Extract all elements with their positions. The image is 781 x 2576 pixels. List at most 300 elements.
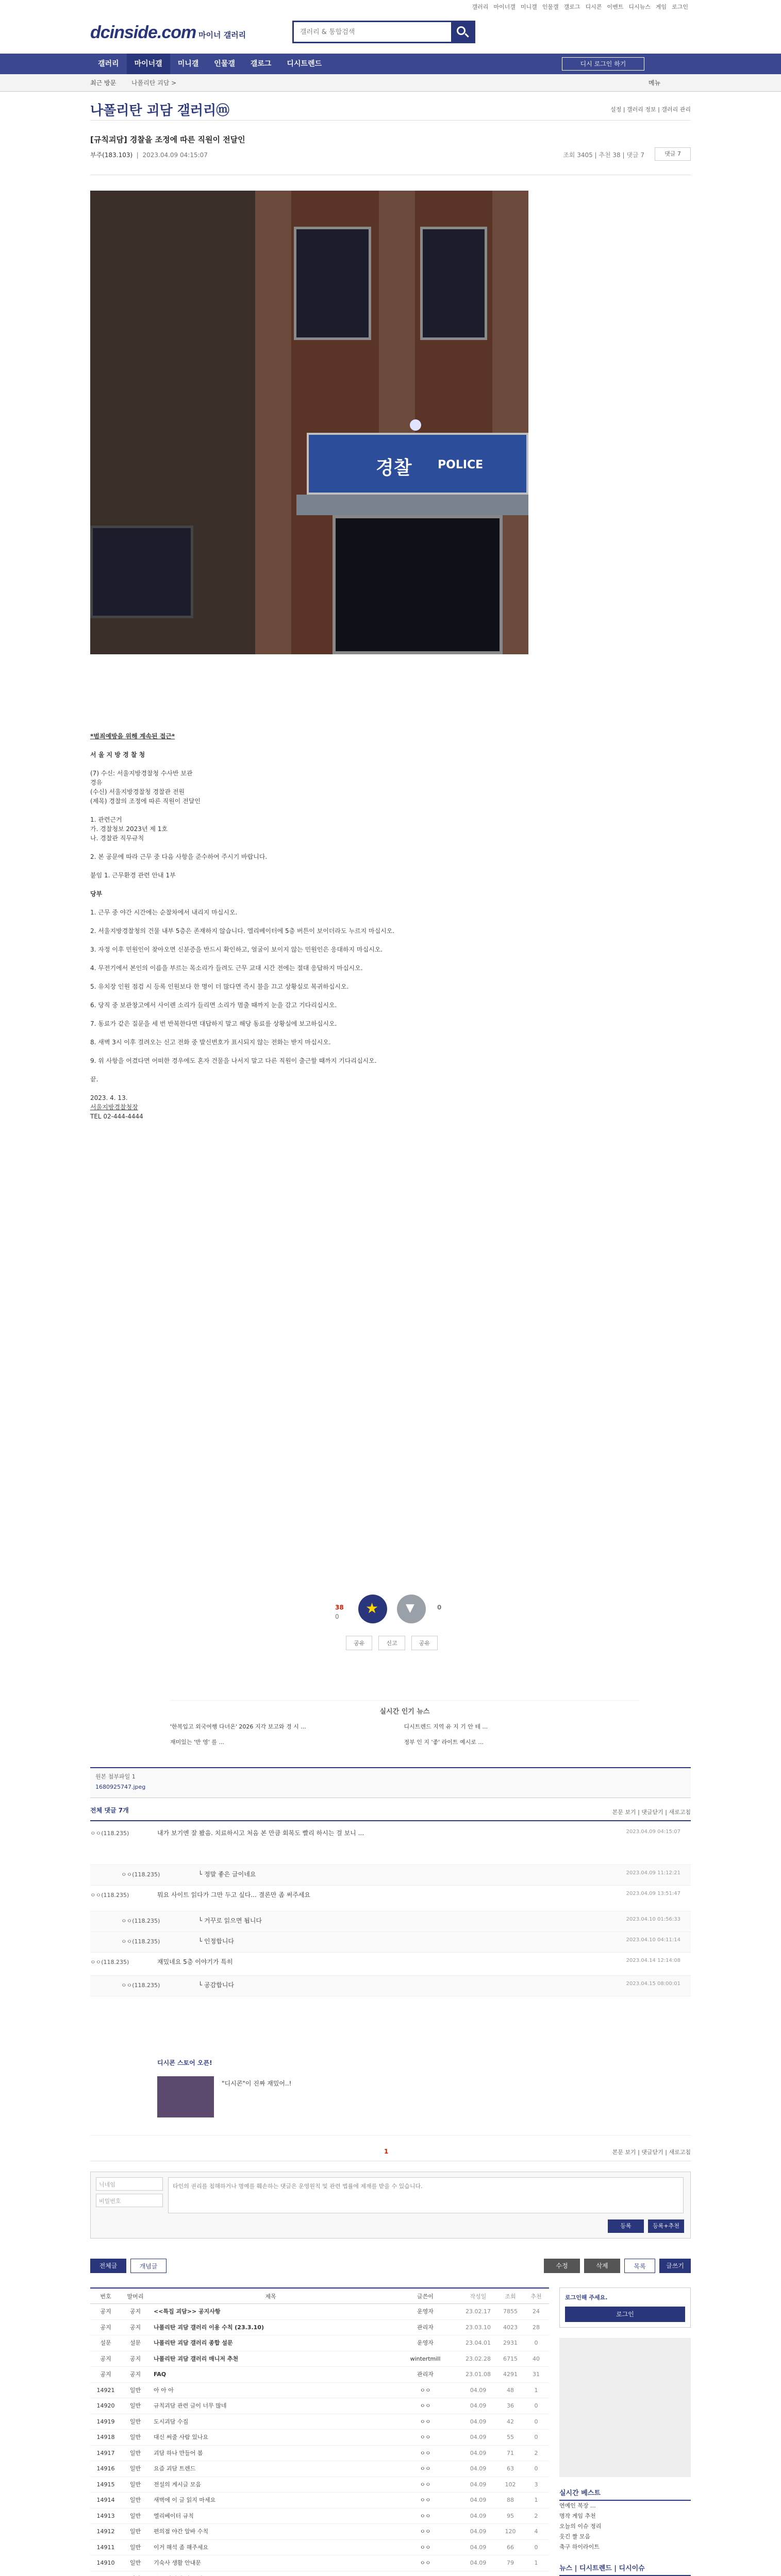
body-line: 4. 무전기에서 본인의 이름을 부르는 목소리가 들려도 근무 교대 시간 전에는 절대 응답하지 마십시오. [90,964,363,972]
row-number: 설문 [100,2340,111,2346]
comment-nick[interactable]: ㅇㅇ(118.235) [90,1959,129,1965]
nav-login-button[interactable]: 디시 로그인 하기 [562,57,644,71]
row-number: 공지 [100,2324,111,2331]
row-category: 일반 [129,2465,141,2472]
post-date: 2023.04.09 04:15:07 [142,151,208,159]
row-number: 14910 [96,2560,115,2566]
comment-item [90,1953,691,1976]
row-category: 설문 [129,2340,141,2346]
row-date: 04.09 [470,2481,487,2488]
delete-button[interactable]: 삭제 [584,2259,620,2273]
row-author[interactable]: ㅇㅇ [420,2434,431,2441]
comment-reply [90,1865,691,1886]
row-category: 일반 [129,2434,141,2441]
row-recommend: 1 [534,2560,538,2566]
police-door [333,515,503,654]
row-date: 23.01.08 [466,2371,491,2378]
util-gallog[interactable]: 갤로그 [563,4,580,10]
row-title[interactable]: 대신 써줄 사람 있나요 [154,2434,209,2441]
body-line: 당부 [90,890,103,897]
share-button[interactable]: 공유 [346,1636,372,1650]
row-date: 23.03.10 [466,2324,491,2331]
body-line: 1. 근무 중 야간 시간에는 순찰차에서 내리지 마십시오. [90,909,238,916]
row-views: 4291 [503,2371,518,2378]
util-game[interactable]: 게임 [655,4,667,10]
realtime-item[interactable]: 정부 인 지 '좋' 라이트 예시로 ... [404,1739,484,1745]
comment-nick[interactable]: ㅇㅇ(118.235) [90,1830,129,1837]
board-row[interactable] [90,2414,549,2430]
board-row[interactable] [90,2430,549,2446]
row-date: 04.09 [470,2560,487,2566]
comment-page-current[interactable]: 1 [384,2148,389,2155]
row-category: 일반 [129,2497,141,2503]
row-views: 66 [507,2544,514,2551]
comment-time: 2023.04.10 01:56:33 [626,1917,680,1922]
row-recommend: 2 [534,2512,538,2519]
board-row[interactable] [90,2555,549,2571]
ad-title[interactable]: 디시콘 스토어 오픈! [157,2059,212,2066]
row-recommend: 0 [534,2402,538,2409]
best-item[interactable]: 연예인 복장 ... [559,2502,596,2509]
row-recommend: 0 [534,2418,538,2425]
comment-total: 전체 댓글 7개 [90,1807,129,1814]
row-title[interactable]: 엘리베이터 규칙 [154,2512,194,2519]
non-recommend-count: 0 [437,1604,442,1611]
attachment-box [90,1767,691,1798]
row-date: 04.09 [470,2512,487,2519]
row-date: 04.09 [470,2528,487,2535]
row-author[interactable]: ㅇㅇ [420,2512,431,2519]
nav-trend[interactable]: 디시트렌드 [287,60,322,68]
row-recommend [523,2571,549,2576]
board-row[interactable] [90,2367,549,2383]
recommend-count: 38 [335,1604,344,1611]
body-line: *범죄예방을 위해 계속된 접근* [90,733,175,740]
comment-text: └ 인정합니다 [198,1938,234,1945]
concept-posts-button[interactable]: 개념글 [130,2259,167,2273]
edit-button[interactable]: 수정 [544,2259,580,2273]
search-icon-handle [464,33,469,37]
row-category: 일반 [129,2528,141,2535]
board-row[interactable] [90,2509,549,2524]
post-author[interactable]: 부주(183.103) [90,151,133,159]
ad-text[interactable]: "디시콘"이 진짜 재밌어..! [222,2080,292,2087]
row-views: 6715 [503,2355,518,2362]
body-line: 서울지방경찰청장 [90,1104,138,1111]
row-author[interactable]: wintertmill [410,2355,441,2362]
row-views: 42 [507,2418,514,2425]
row-recommend: 1 [534,2386,538,2394]
board-row[interactable] [90,2524,549,2540]
row-title[interactable]: 이거 해석 좀 해주세요 [154,2544,209,2551]
board-header [90,2287,549,2304]
row-category: 일반 [129,2449,141,2456]
row-views: 36 [507,2402,514,2409]
recommend-down-button[interactable] [397,1595,426,1623]
comment-time: 2023.04.15 08:00:01 [626,1981,680,1987]
body-line: 7. 동료가 같은 질문을 세 번 반복한다면 대답하지 말고 해당 동료를 상황실에 보고하십시오. [90,1020,337,1027]
row-views: 2931 [503,2340,518,2346]
share2-button[interactable]: 공유 [411,1636,438,1650]
col-author: 글쓴이 [417,2293,434,2300]
col-date: 작성일 [470,2293,487,2300]
body-line: 8. 새벽 3시 이후 걸려오는 신고 전화 중 발신번호가 표시되지 않는 전화는 받지 마십시오. [90,1039,331,1046]
row-title[interactable]: 나폴리탄 괴담 갤러리 이용 수칙 (23.3.10) [154,2324,264,2331]
row-date: 23.02.17 [466,2308,491,2315]
nav-gallog[interactable]: 갤로그 [250,60,272,68]
comment-pager [90,2146,691,2161]
row-category: 일반 [129,2544,141,2551]
comment-item [90,1886,691,1911]
sign-text-english: POLICE [438,459,484,471]
board-row[interactable] [90,2351,549,2367]
row-title[interactable] [149,2571,392,2576]
list-buttons [90,2257,691,2277]
row-author[interactable]: ㅇㅇ [420,2481,431,2488]
row-title[interactable]: 편의점 야간 알바 수칙 [154,2528,209,2535]
row-category: 일반 [129,2386,141,2394]
row-author[interactable]: ㅇㅇ [420,2386,431,2394]
row-recommend: 4 [534,2528,538,2535]
body-line: 5. 유치장 인원 점검 시 등록 인원보다 한 명이 더 많다면 즉시 불을 끄고 상황실로 복귀하십시오. [90,983,349,990]
row-recommend: 0 [534,2465,538,2472]
list-button[interactable]: 목록 [624,2259,655,2273]
best-item[interactable]: 웃긴 짤 모음 [559,2533,591,2540]
comment-nick[interactable]: ㅇㅇ(118.235) [121,1982,160,1989]
comment-nick-field[interactable]: 닉네임 [96,2177,163,2191]
board-row[interactable] [90,2477,549,2493]
row-recommend: 0 [534,2340,538,2346]
row-date [459,2571,497,2576]
board-list [90,2287,549,2576]
comment-submit-button[interactable]: 등록 [608,2219,644,2233]
login-box [559,2287,691,2328]
row-recommend: 31 [533,2371,540,2378]
row-title[interactable]: 나폴리탄 괴담 갤러리 종합 설문 [154,2340,233,2346]
body-line: 2023. 4. 13. [90,1094,128,1101]
row-recommend: 40 [533,2355,540,2362]
ad-thumbnail[interactable] [157,2076,214,2117]
all-posts-button[interactable]: 전체글 [90,2259,126,2273]
post-stats: 조회 3405 | 추천 38 | 댓글 7 [563,151,644,159]
row-views: 71 [507,2449,514,2456]
row-number [90,2571,121,2576]
row-number: 14914 [96,2497,115,2503]
body-line: 2. 본 공문에 따라 근무 중 다음 사항을 준수하여 주시기 바랍니다. [90,853,268,860]
col-number: 번호 [100,2293,111,2300]
util-person[interactable]: 인물갤 [542,4,559,10]
row-recommend: 28 [533,2324,540,2331]
row-views: 79 [507,2560,514,2566]
body-line: 나. 경찰관 직무규칙 [90,835,144,842]
row-author[interactable]: ㅇㅇ [420,2560,431,2566]
body-line: 6. 당직 중 보관창고에서 사이렌 소리가 들리면 소리가 멈출 때까지 눈을 감고 기다리십시오. [90,1002,337,1009]
report-button[interactable]: 신고 [378,1636,405,1650]
attachment-file[interactable]: 1680925747.jpeg [95,1784,146,1790]
realtime-news [170,1700,639,1767]
gallery-title[interactable]: 나폴리탄 괴담 갤러리ⓜ [90,103,230,118]
row-title[interactable]: 새벽에 이 글 읽지 마세요 [154,2497,216,2503]
row-date: 04.09 [470,2418,487,2425]
gallery-menu[interactable]: 메뉴 [649,79,661,87]
post-title: [규칙괴담] 경찰을 조정에 따른 직원이 전달인 [90,135,245,144]
row-number: 공지 [100,2308,111,2315]
row-author[interactable]: ㅇㅇ [420,2402,431,2409]
police-sign [307,433,528,495]
comment-reply [90,1911,691,1932]
comment-write [90,2172,691,2239]
row-category: 일반 [129,2512,141,2519]
row-views: 63 [507,2465,514,2472]
row-date: 04.09 [470,2544,487,2551]
row-views: 7855 [503,2308,518,2315]
row-author[interactable]: ㅇㅇ [420,2497,431,2503]
row-recommend: 1 [534,2497,538,2503]
row-date: 23.04.01 [466,2340,491,2346]
board-row[interactable] [90,2398,549,2414]
row-views [497,2571,523,2576]
nav-minor[interactable]: 마이너갤 [127,54,170,74]
attachment-label: 원본 첨부파일 1 [95,1773,136,1780]
row-category: 일반 [129,2560,141,2566]
row-views: 120 [505,2528,516,2535]
comment-time: 2023.04.09 11:12:21 [626,1870,680,1876]
row-author[interactable]: 관리자 [417,2371,434,2378]
best-item[interactable]: 명작 게임 추천 [559,2513,596,2519]
row-author[interactable]: ㅇㅇ [420,2528,431,2535]
row-title[interactable]: FAQ [154,2371,167,2378]
body-line: 서 울 지 방 경 찰 청 [90,751,145,758]
row-recommend: 0 [534,2434,538,2441]
comment-time: 2023.04.09 04:15:07 [626,1829,680,1835]
row-author[interactable]: ㅇㅇ [420,2418,431,2425]
row-author[interactable] [392,2571,459,2576]
row-number: 14911 [96,2544,115,2551]
comment-time: 2023.04.10 04:11:14 [626,1937,680,1943]
comment-submit-recommend-button[interactable]: 등록+추천 [648,2219,684,2233]
body-line: 끝. [90,1076,98,1083]
row-views: 95 [507,2512,514,2519]
body-line: (수신) 서울지방경찰청 경찰관 전원 [90,788,185,795]
row-number: 공지 [100,2371,111,2378]
body-line: 가. 경찰청보 2023년 제 1호 [90,825,168,833]
site-logo[interactable]: dcinside.com [90,23,196,42]
comment-text: └ 정말 좋은 글이네요 [198,1871,256,1878]
row-author[interactable]: ㅇㅇ [420,2465,431,2472]
best-item[interactable]: 오늘의 이슈 정리 [559,2523,602,2530]
row-recommend: 3 [534,2481,538,2488]
row-date: 04.09 [470,2449,487,2456]
row-views: 55 [507,2434,514,2441]
row-author[interactable]: 관리자 [417,2324,434,2331]
comment-reply [90,1976,691,1996]
comment-nick[interactable]: ㅇㅇ(118.235) [90,1892,129,1899]
row-views: 4023 [503,2324,518,2331]
body-line: 2. 서울지방경찰청의 건물 내부 5층은 존재하지 않습니다. 엘리베이터에 5층 버튼이 보이더라도 누르지 마십시오. [90,927,395,935]
realtime-item[interactable]: 디시트렌드 지역 유 지 기 안 테 ... [404,1723,488,1730]
comment-text: └ 공감합니다 [198,1981,234,1989]
row-author[interactable]: 운영자 [417,2308,434,2315]
post-body [90,732,657,1121]
comment-nick[interactable]: ㅇㅇ(118.235) [121,1918,160,1924]
comment-sort[interactable]: 본문 보기 | 댓글닫기 | 새로고침 [612,1809,691,1816]
row-author[interactable]: 운영자 [417,2340,434,2346]
body-line: 9. 위 사항을 어겼다면 어떠한 경우에도 혼자 건물을 나서지 말고 다른 직원이 출근할 때까지 기다리십시오. [90,1057,377,1064]
col-title: 제목 [265,2293,276,2300]
post-photo [90,191,528,654]
side-ad[interactable] [559,2338,691,2477]
utility-bar [0,0,781,12]
comment-count-button[interactable]: 댓글 7 [655,147,691,161]
row-title[interactable]: 도시괴담 수집 [154,2418,189,2425]
row-category: 공지 [129,2324,141,2331]
row-author[interactable]: ㅇㅇ [420,2449,431,2456]
board-row[interactable] [90,2540,549,2556]
util-gallery[interactable]: 갤러리 [472,4,489,10]
main-nav [0,54,781,74]
row-date: 04.09 [470,2402,487,2409]
board-row[interactable] [90,2335,549,2351]
body-line: 경유 [90,779,103,786]
comment-time: 2023.04.09 13:51:47 [626,1891,680,1896]
row-title[interactable]: 나폴리탄 괴담 갤러리 매니저 추천 [154,2355,239,2362]
row-recommend: 2 [534,2449,538,2456]
row-date: 04.09 [470,2465,487,2472]
row-date: 23.02.28 [466,2355,491,2362]
comment-textarea[interactable] [168,2177,684,2213]
row-number: 14916 [96,2465,115,2472]
util-login[interactable]: 로그인 [672,4,688,10]
body-line: TEL 02-444-4444 [90,1113,143,1120]
row-category [121,2571,149,2576]
row-category: 일반 [129,2481,141,2488]
logo-subtitle[interactable]: 마이너 갤러리 [198,30,246,40]
sign-text-korean: 경찰 [376,457,412,479]
search-input[interactable] [294,22,448,42]
util-event[interactable]: 이벤트 [607,4,624,10]
row-title[interactable]: 기숙사 생활 안내문 [154,2560,202,2566]
post-meta: 부주(183.103) | 2023.04.09 04:15:07 [90,151,208,159]
best-title: 실시간 베스트 [559,2487,691,2501]
recommend-box [299,1589,485,1667]
row-author[interactable]: ㅇㅇ [420,2544,431,2551]
board-row[interactable] [90,2304,549,2320]
row-recommend: 24 [533,2308,540,2315]
body-line: (제목) 경찰의 조정에 따른 직원이 전달인 [90,798,201,805]
util-minor[interactable]: 마이너갤 [493,4,516,10]
row-number: 14919 [96,2418,115,2425]
write-button[interactable]: 글쓰기 [659,2259,691,2273]
realtime-item[interactable]: '한복입고 외국여행 다녀온' 2026 지각 보고와 경 시 ... [170,1723,306,1730]
row-number: 14912 [96,2528,115,2535]
board-row[interactable] [90,2571,549,2576]
board-row[interactable] [90,2461,549,2477]
search-button[interactable] [451,22,474,42]
body-line: 붙임 1. 근무환경 관련 안내 1부 [90,872,176,879]
header [0,12,781,54]
nav-person[interactable]: 인물갤 [214,60,235,68]
row-category: 일반 [129,2402,141,2409]
gallery-options[interactable]: 설정 | 갤러리 정보 | 갤러리 관리 [610,106,691,113]
nav-gallery[interactable]: 갤러리 [98,60,119,68]
comment-nick[interactable]: ㅇㅇ(118.235) [121,1871,160,1878]
body-line: 1. 관련근거 [90,816,122,823]
row-number: 14920 [96,2402,115,2409]
police-lamp [410,419,421,431]
comment-ad [90,2053,691,2136]
gallery-bar [0,74,781,92]
util-news[interactable]: 디시뉴스 [628,4,651,10]
row-recommend: 0 [534,2544,538,2551]
comment-pager-options[interactable]: 본문 보기 | 댓글닫기 | 새로고침 [612,2149,691,2156]
row-views: 88 [507,2497,514,2503]
board-row[interactable] [90,2383,549,2399]
comment-password-field[interactable]: 비밀번호 [96,2194,163,2207]
row-number: 14918 [96,2434,115,2441]
row-title[interactable]: 요즘 괴담 트렌드 [154,2465,196,2472]
board-row[interactable] [90,2446,549,2462]
comment-text: 내가 보기엔 잘 봤음. 치료하시고 처음 본 만큼 회복도 빨리 하시는 걸 보니 ... [157,1829,364,1837]
row-number: 14915 [96,2481,115,2488]
body-line: 3. 자정 이후 민원인이 찾아오면 신분증을 반드시 확인하고, 얼굴이 보이지 않는 민원인은 응대하지 마십시오. [90,946,383,953]
login-prompt: 로그인해 주세요. [565,2294,608,2301]
realtime-item[interactable]: 재미있는 '반 영' 를 ... [170,1739,224,1745]
post-header [90,129,691,175]
comment-item [90,1824,691,1865]
row-title[interactable]: 규칙괴담 관련 글이 너무 많네 [154,2402,227,2409]
board-row[interactable] [90,2320,549,2336]
comment-nick[interactable]: ㅇㅇ(118.235) [121,1938,160,1945]
comment-reply [90,1932,691,1953]
row-title[interactable]: 전설의 게시글 모음 [154,2481,202,2488]
nav-mini[interactable]: 미니갤 [177,60,199,68]
row-category: 공지 [129,2371,141,2378]
row-views: 102 [505,2481,516,2488]
row-views: 48 [507,2386,514,2394]
row-number: 공지 [100,2355,111,2362]
recommend-fix-count: 0 [335,1613,339,1620]
side-login-button[interactable]: 로그인 [565,2307,685,2322]
gallery-path[interactable]: 나폴리탄 괴담 > [131,79,177,87]
col-category: 말머리 [127,2293,144,2300]
row-number: 14917 [96,2449,115,2456]
side-panel [559,2287,691,2576]
row-title[interactable]: 아 아 아 [154,2386,174,2394]
row-category: 공지 [129,2308,141,2315]
row-category: 일반 [129,2418,141,2425]
gallery-title-bar [90,100,691,121]
row-date: 04.09 [470,2386,487,2394]
comment-time: 2023.04.14 12:14:08 [626,1958,680,1963]
body-line: (7) 수신: 서울지방경찰청 수사반 보관 [90,770,193,777]
row-number: 14913 [96,2512,115,2519]
util-mini[interactable]: 미니갤 [520,4,537,10]
comment-text: └ 거꾸로 읽으면 됩니다 [198,1917,262,1924]
row-title[interactable]: <<특집 괴담>> 공지사항 [154,2308,221,2315]
best-item[interactable]: 축구 하이라이트 [559,2544,600,2550]
news-title[interactable]: 뉴스 | 디시트렌드 | 디시이슈 [559,2563,691,2576]
board-row[interactable] [90,2493,549,2509]
realtime-title: 실시간 인기 뉴스 [379,1708,430,1716]
recent-visit[interactable]: 최근 방문 [90,79,117,87]
col-views: 조회 [505,2293,516,2300]
row-number: 14921 [96,2386,115,2394]
row-title[interactable]: 괴담 하나 만들어 봄 [154,2449,203,2456]
util-dccon[interactable]: 디시콘 [585,4,602,10]
comment-header [90,1806,691,1821]
recommend-up-button[interactable] [358,1595,387,1623]
col-recommend: 추천 [530,2293,542,2300]
